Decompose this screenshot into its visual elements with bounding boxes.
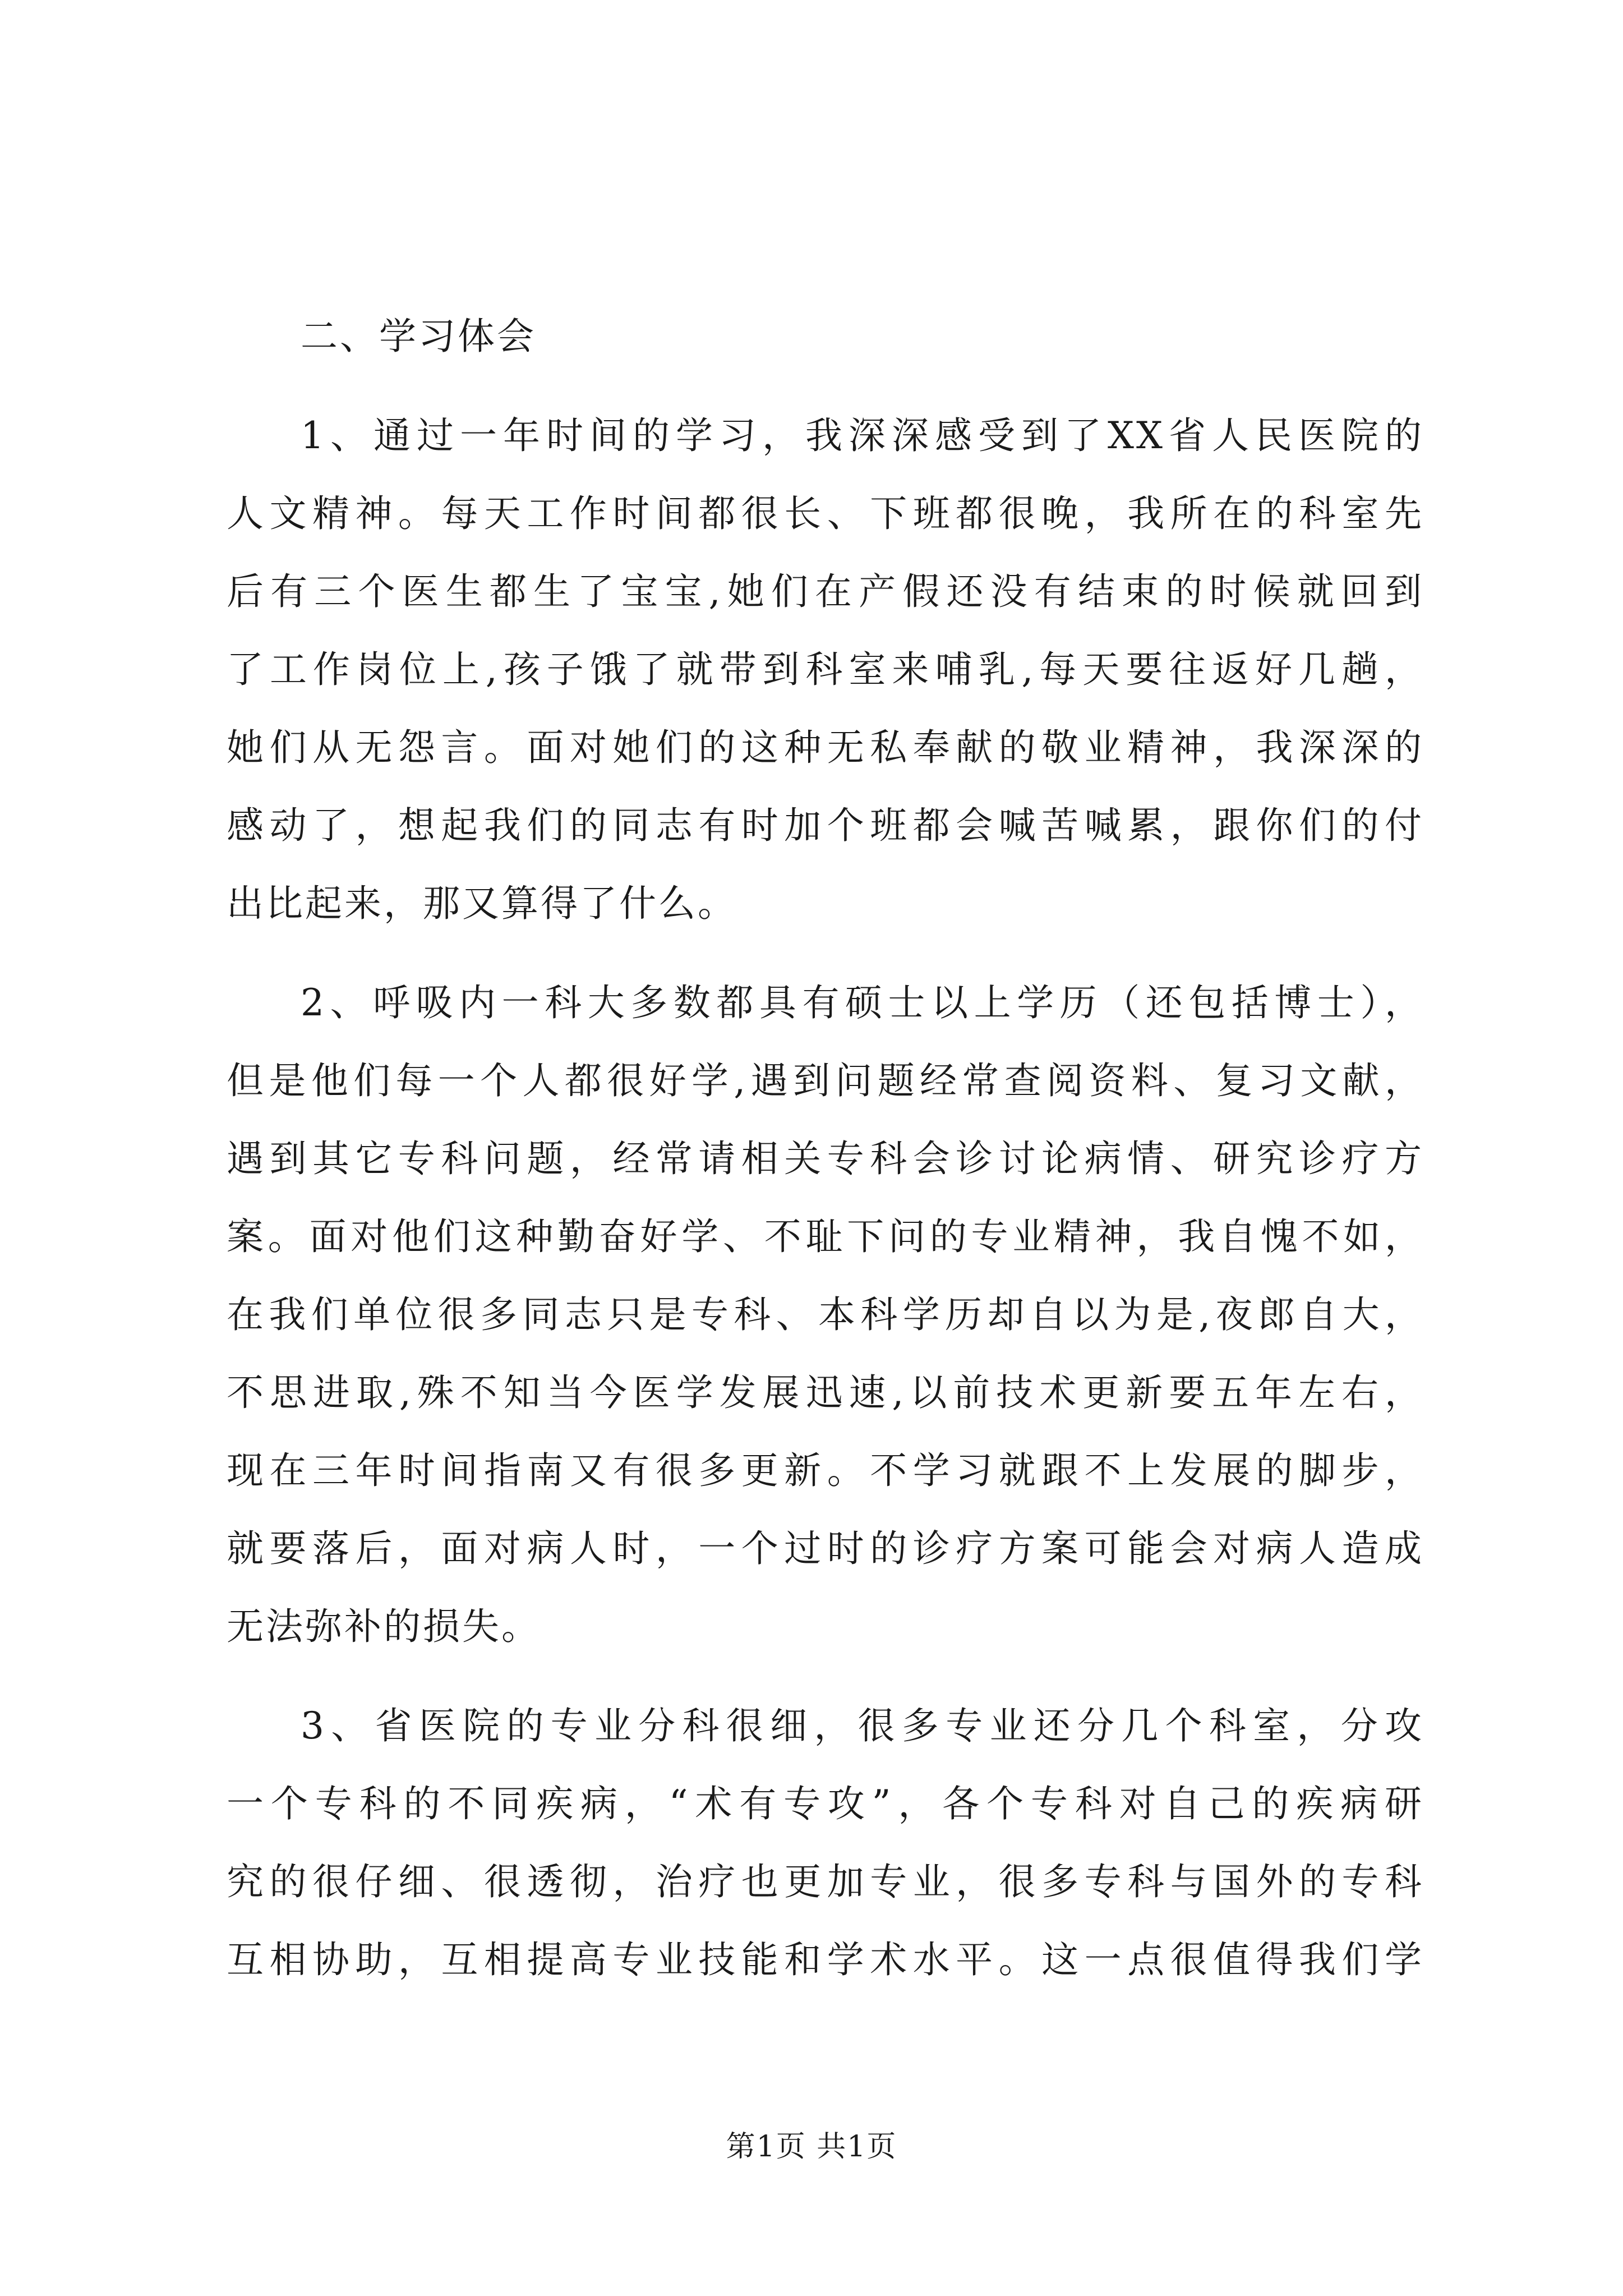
document-body <box>227 297 1424 1999</box>
paragraph-line: 3、省医院的专业分科很细，很多专业还分几个科室，分攻 <box>301 1704 1424 1747</box>
paragraph-line: 一个专科的不同疾病，“术有专攻”，各个专科对自己的疾病研 <box>227 1782 1424 1825</box>
paragraph-line: 2、呼吸内一科大多数都具有硕士以上学历（还包括博士）， <box>301 981 1424 1024</box>
paragraph-line: 不思进取,殊不知当今医学发展迅速,以前技术更新要五年左右， <box>227 1371 1424 1414</box>
section-heading: 二、学习体会 <box>301 315 536 358</box>
paragraph-line: 就要落后，面对病人时，一个过时的诊疗方案可能会对病人造成 <box>227 1527 1424 1570</box>
paragraph-line: 后有三个医生都生了宝宝,她们在产假还没有结束的时候就回到 <box>227 570 1424 613</box>
paragraph-line: 遇到其它专科问题，经常请相关专科会诊讨论病情、研究诊疗方 <box>227 1137 1424 1180</box>
paragraph-line: 在我们单位很多同志只是专科、本科学历却自以为是,夜郎自大， <box>227 1293 1424 1336</box>
paragraph-2 <box>227 964 1424 1665</box>
paragraph-line: 出比起来，那又算得了什么。 <box>227 882 737 925</box>
paragraph-line: 感动了，想起我们的同志有时加个班都会喊苦喊累，跟你们的付 <box>227 804 1424 847</box>
paragraph-line: 人文精神。每天工作时间都很长、下班都很晚，我所在的科室先 <box>227 492 1424 535</box>
paragraph-line: 现在三年时间指南又有很多更新。不学习就跟不上发展的脚步， <box>227 1449 1424 1492</box>
paragraph-line: 但是他们每一个人都很好学,遇到问题经常查阅资料、复习文献， <box>227 1059 1424 1102</box>
paragraph-line: 案。面对他们这种勤奋好学、不耻下问的专业精神，我自愧不如， <box>227 1215 1424 1258</box>
page-number-footer: 第1页 共1页 <box>726 2130 897 2164</box>
paragraph-1 <box>227 397 1424 942</box>
paragraph-line: 无法弥补的损失。 <box>227 1605 541 1648</box>
paragraph-3 <box>227 1687 1424 1999</box>
paragraph-line: 1、通过一年时间的学习，我深深感受到了XX省人民医院的 <box>301 414 1424 457</box>
paragraph-line: 她们从无怨言。面对她们的这种无私奉献的敬业精神，我深深的 <box>227 726 1424 769</box>
paragraph-line: 互相协助，互相提高专业技能和学术水平。这一点很值得我们学 <box>227 1938 1424 1981</box>
paragraph-line: 究的很仔细、很透彻，治疗也更加专业，很多专科与国外的专科 <box>227 1860 1424 1903</box>
paragraph-line: 了工作岗位上,孩子饿了就带到科室来哺乳,每天要往返好几趟， <box>227 648 1424 691</box>
